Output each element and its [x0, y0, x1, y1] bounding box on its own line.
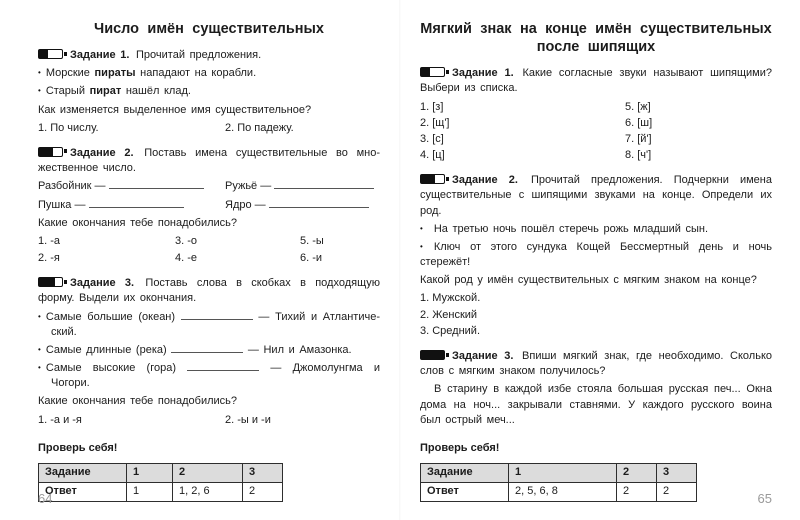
option-item: 2. По падежу.	[225, 121, 294, 134]
option-item: 7. [й']	[625, 132, 652, 145]
fill-blank	[187, 361, 259, 371]
option-item: 1. По числу.	[38, 121, 99, 134]
check-yourself-label: Проверь себя!	[420, 441, 500, 454]
option-item: 1. -а	[38, 234, 61, 247]
option-item: 6. -и	[300, 252, 323, 265]
task-3	[420, 349, 772, 428]
answers-table	[420, 463, 697, 502]
fill-cell	[38, 179, 225, 194]
task-header	[38, 146, 380, 176]
page-title	[420, 20, 772, 56]
option-item: 4. [ц]	[420, 149, 445, 162]
answers-table	[38, 463, 283, 502]
fill-cell	[225, 179, 374, 194]
battery-icon	[38, 49, 63, 59]
option-item: 1. [з]	[420, 100, 444, 113]
table-header-cell: Задание	[421, 464, 509, 483]
table-answer-row	[39, 483, 283, 502]
bullet-item	[38, 66, 380, 81]
battery-icon	[38, 277, 63, 287]
fill-blank	[181, 310, 253, 320]
task-text: Прочитай предложения. Подчеркни имена существительные с шипящими звуками на конце. Определи их род.	[420, 174, 772, 217]
task-header	[420, 349, 772, 379]
bullet-bold-word: пират	[89, 85, 122, 98]
table-header-row	[421, 464, 697, 483]
answer-row-label: Ответ	[421, 483, 509, 502]
options-row	[420, 116, 772, 131]
fill-word: Разбойник —	[38, 180, 106, 193]
options-row	[38, 251, 380, 266]
fill-row	[38, 198, 380, 213]
option-item: 1. -а и -я	[38, 413, 82, 426]
answer-cell: 1	[127, 483, 173, 502]
bullet-icon: •	[420, 223, 423, 233]
options-row	[420, 100, 772, 115]
bullet-icon: •	[38, 363, 41, 373]
battery-fill	[421, 351, 444, 359]
bullet-text: Ключ от этого сундука Кощей Бессмертный день и ночь стережёт!	[420, 240, 772, 269]
table-header-cell: 3	[243, 463, 283, 482]
task-header	[38, 48, 380, 63]
bullet-text: Самые длинные (река)	[45, 343, 167, 356]
bullet-icon: •	[38, 86, 41, 96]
check-yourself-label: Проверь себя!	[38, 441, 118, 454]
page-title-line: после шипящих	[536, 39, 656, 56]
bullet-text: Морские	[45, 67, 90, 80]
bullet-text: — Нил и Амазонка.	[247, 343, 352, 356]
page-number: 65	[757, 491, 772, 507]
bullet-text: Старый	[45, 85, 85, 98]
table-header-row	[39, 463, 283, 482]
option-item: 6. [ш]	[625, 116, 653, 129]
fill-blank	[89, 198, 184, 208]
fill-row	[38, 179, 380, 194]
options-row	[38, 234, 380, 249]
task-header	[420, 66, 772, 96]
fill-blank	[274, 179, 374, 189]
option-item: 2. [щ']	[420, 116, 450, 129]
bullet-item	[420, 222, 772, 237]
bullet-text: нашёл клад.	[125, 85, 191, 98]
task-text: Поставь имена существительные во множественное число.	[38, 146, 380, 175]
options-row	[38, 121, 380, 136]
fill-word: Пушка —	[38, 198, 86, 211]
task-label: Задание 2.	[70, 146, 134, 159]
task-label: Задание 3.	[452, 350, 514, 362]
table-header-cell: Задание	[39, 463, 127, 482]
option-item: 2. Женский	[420, 308, 478, 321]
task-2	[38, 146, 380, 266]
battery-icon	[420, 350, 445, 360]
answer-row-label: Ответ	[39, 483, 127, 502]
task-label: Задание 1.	[70, 49, 130, 62]
battery-fill	[39, 278, 55, 286]
question-text: Какие окончания тебе понадобились?	[38, 216, 238, 229]
option-item: 3. -о	[175, 234, 198, 247]
fill-blank	[109, 179, 204, 189]
answer-cell: 2, 5, 6, 8	[509, 483, 617, 502]
task-1	[38, 48, 380, 136]
bullet-text: — Джомолунгма и Чогори.	[51, 362, 380, 390]
fill-word: Ружьё —	[225, 180, 272, 193]
bullet-text: Самые высокие (гора)	[45, 362, 176, 375]
task-text: Прочитай предложения.	[136, 49, 262, 62]
battery-icon	[420, 67, 445, 77]
option-item: 3. Средний.	[420, 324, 481, 337]
options-list	[420, 100, 772, 164]
option-item: 2. -я	[38, 252, 60, 265]
battery-fill	[421, 68, 430, 76]
bullet-text: — Тихий и Атлантический.	[51, 310, 380, 338]
bullet-icon: •	[420, 241, 423, 251]
bullet-icon: •	[38, 311, 41, 321]
fill-word: Ядро —	[225, 198, 266, 211]
options-row	[420, 148, 772, 163]
task-text: Какие согласные звуки называют шипящими? Выбери из списка.	[420, 67, 772, 95]
table-header-cell: 3	[657, 464, 697, 483]
option-item: 5. -ы	[300, 234, 324, 247]
question-text: Какой род у имён существительных с мягким знаком на конце?	[420, 274, 757, 287]
task-1	[420, 66, 772, 163]
bullet-item	[420, 240, 772, 270]
answer-cell: 2	[243, 483, 283, 502]
bullet-text: Самые большие (океан)	[45, 310, 176, 323]
fill-blank	[269, 198, 369, 208]
answer-cell: 2	[617, 483, 657, 502]
options-row	[420, 132, 772, 147]
table-header-cell: 1	[509, 464, 617, 483]
exercise-paragraph: В старину в каждой избе стояла большая русская печ... Окна дома на ноч... закрывали ставнями. У каждого русского воина был острый меч...	[420, 383, 772, 426]
option-item: 4. -е	[175, 252, 198, 265]
page-title-line: Число имён существительных	[94, 21, 324, 37]
option-item: 1. Мужской.	[420, 292, 481, 305]
options-row	[38, 413, 380, 428]
bullet-text: На третью ночь пошёл стеречь рожь младший сын.	[433, 222, 709, 235]
task-label: Задание 2.	[452, 174, 518, 187]
bullet-item	[38, 343, 380, 358]
battery-fill	[39, 148, 53, 156]
bullet-item	[38, 84, 380, 99]
task-label: Задание 3.	[70, 277, 135, 290]
options-list	[420, 291, 772, 339]
bullet-item	[38, 310, 380, 340]
option-item: 5. [ж]	[625, 100, 651, 113]
fill-cell	[225, 198, 369, 213]
battery-icon	[38, 147, 63, 157]
page-number: 64	[38, 491, 53, 507]
task-text: Впиши мягкий знак, где необходимо. Сколько слов с мягким знаком получилось?	[420, 350, 773, 378]
fill-blank	[171, 343, 243, 353]
battery-icon	[420, 174, 445, 184]
page-right	[400, 0, 800, 520]
table-header-cell: 1	[127, 463, 173, 482]
battery-fill	[421, 175, 435, 183]
battery-fill	[39, 50, 48, 58]
bullet-bold-word: пираты	[94, 67, 136, 80]
bullet-text: нападают на корабли.	[140, 67, 257, 80]
option-item: 2. -ы и -и	[225, 413, 271, 426]
table-header-cell: 2	[617, 464, 657, 483]
question-text: Как изменяется выделенное имя существительное?	[38, 103, 312, 116]
page-title-line: Мягкий знак на конце имён существительных	[420, 21, 772, 37]
table-header-cell: 2	[173, 463, 243, 482]
task-2	[420, 173, 772, 339]
question-text: Какие окончания тебе понадобились?	[38, 395, 238, 408]
task-3	[38, 276, 380, 428]
task-header	[38, 276, 380, 306]
task-label: Задание 1.	[452, 67, 514, 80]
option-item: 3. [с]	[420, 132, 444, 145]
fill-cell	[38, 198, 225, 213]
answer-cell: 2	[657, 483, 697, 502]
page-title	[38, 20, 380, 38]
bullet-item	[38, 361, 380, 391]
task-header	[420, 173, 772, 219]
option-item: 8. [ч']	[625, 149, 652, 162]
bullet-icon: •	[38, 344, 41, 354]
table-answer-row	[421, 483, 697, 502]
answer-cell: 1, 2, 6	[173, 483, 243, 502]
task-text: Поставь слова в скобках в подходящую форму. Выдели их окончания.	[38, 277, 381, 305]
bullet-icon: •	[38, 68, 41, 78]
